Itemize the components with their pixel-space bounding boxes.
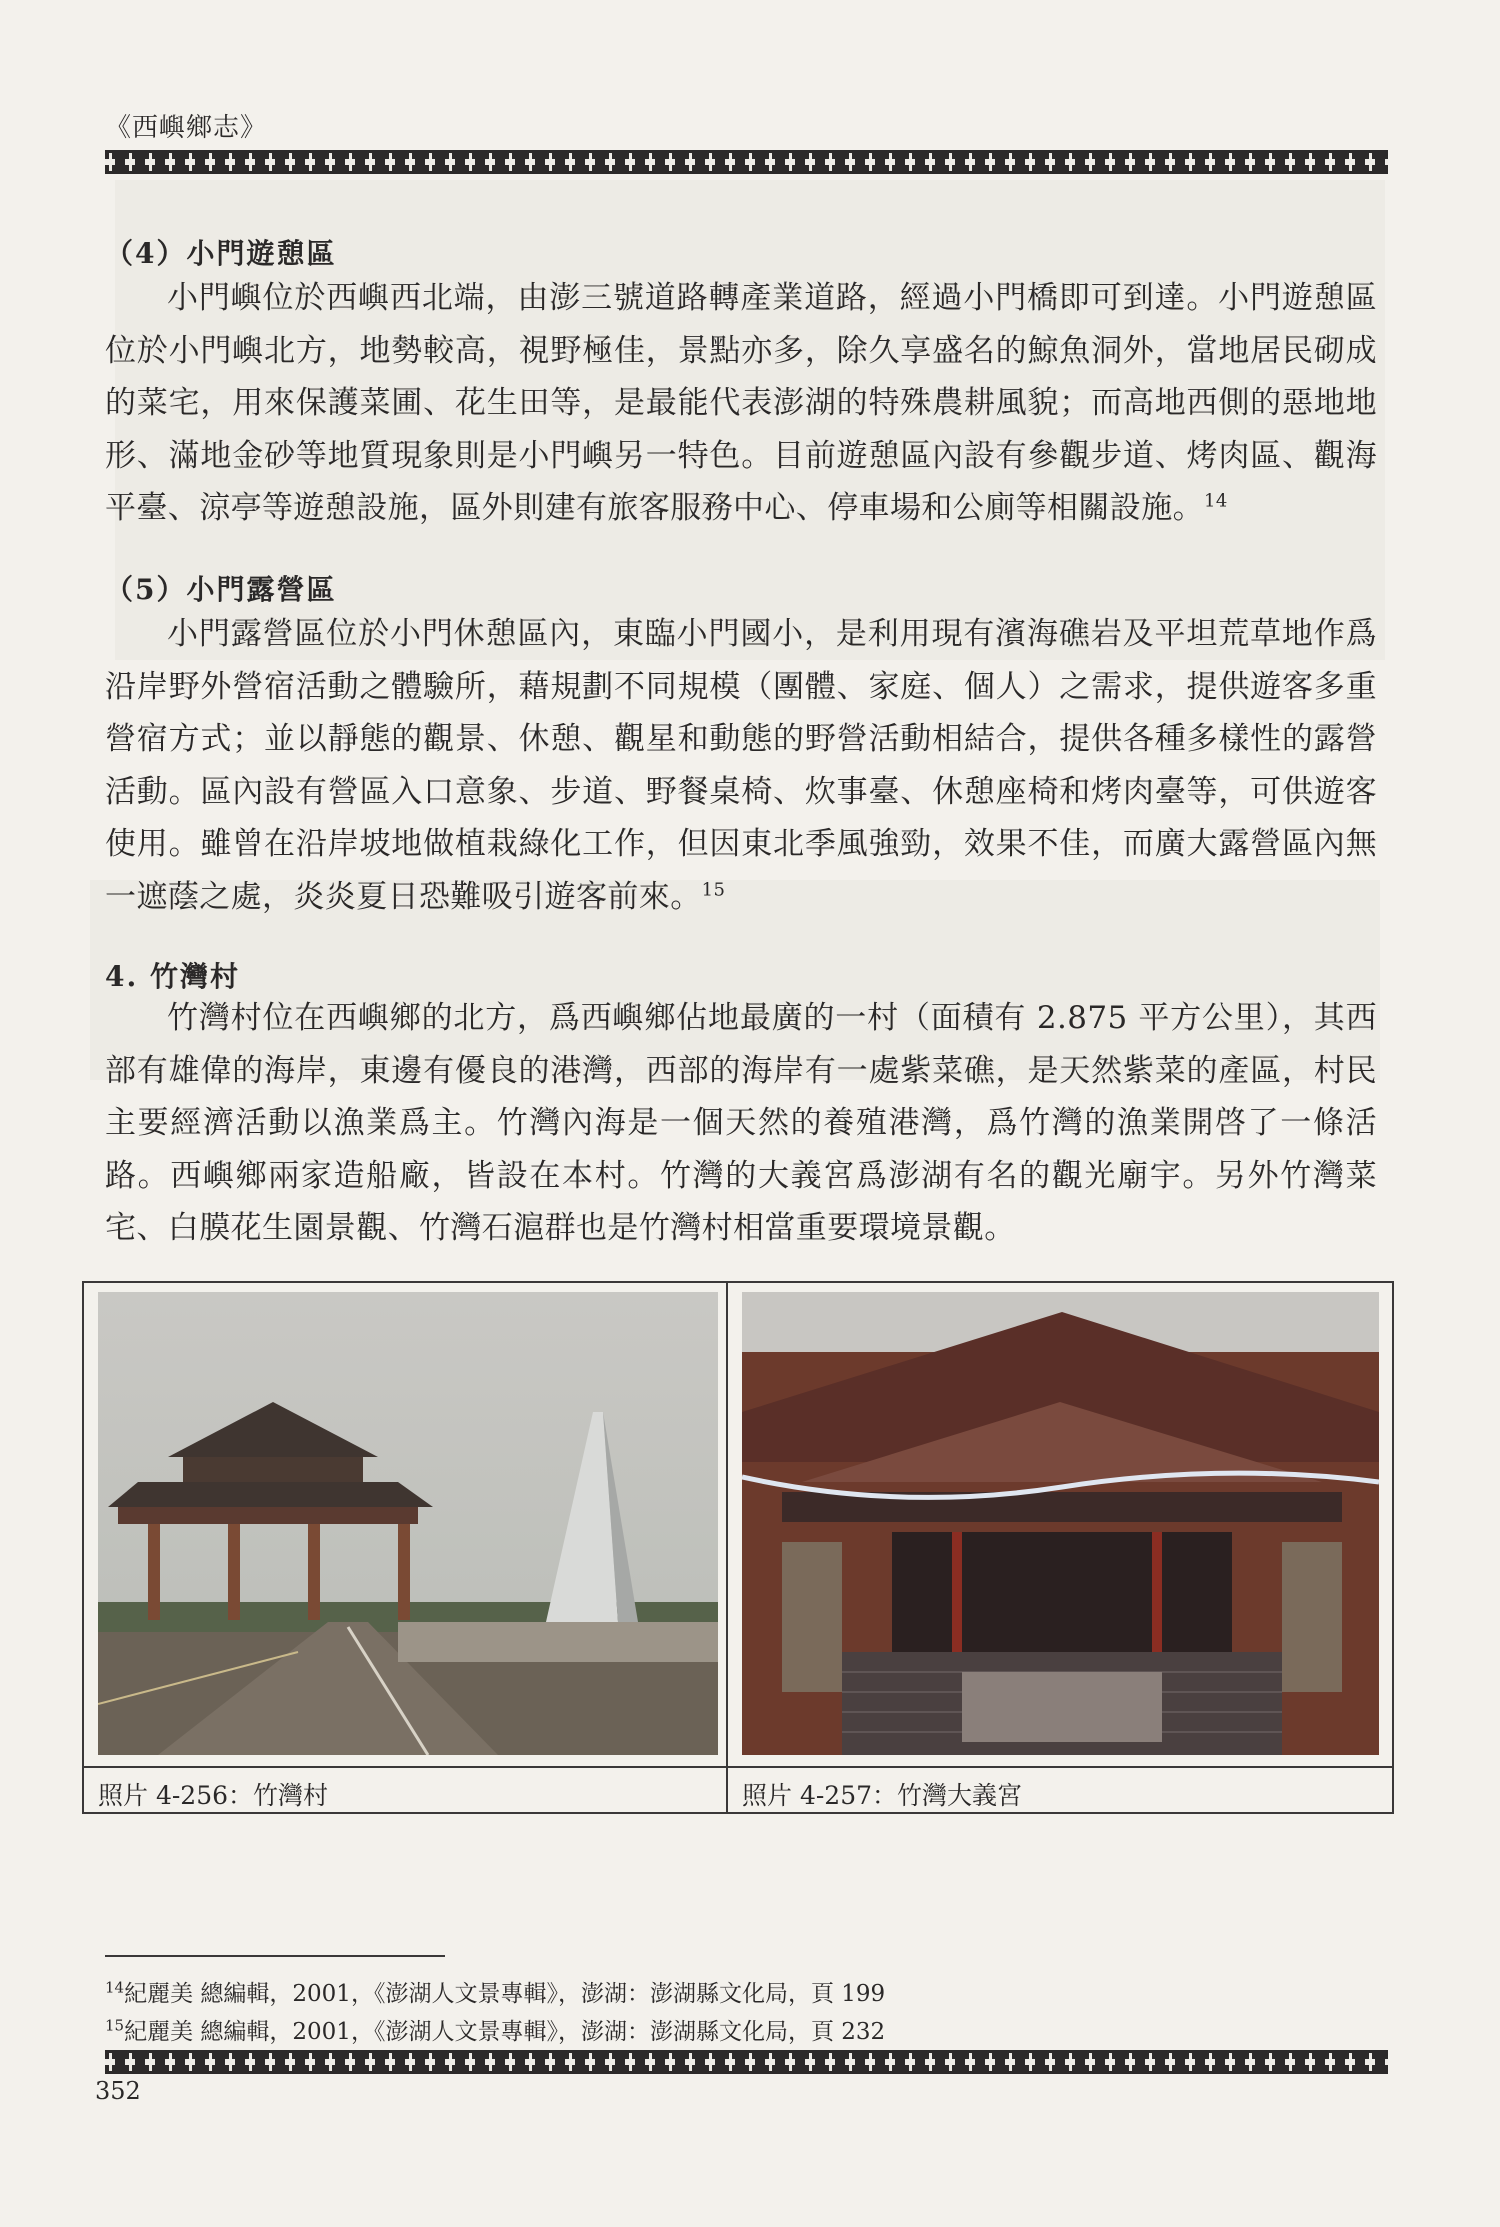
section-paragraph: 竹灣村位在西嶼鄉的北方，爲西嶼鄉佔地最廣的一村（面積有 2.875 平方公里），其西部有雄偉的海岸，東邊有優良的港灣，西部的海岸有一處紫菜礁，是天然紫菜的產區，村民主要經濟活動以漁業爲主。竹灣內海是一個天然的養殖港灣，爲竹灣的漁業開啓了一條活路。西嶼鄉兩家造船廠，皆設在本村。竹灣的大義宮爲澎湖有名的觀光廟宇。另外竹灣菜宅、白膜花生園景觀、竹灣石滬群也是竹灣村相當重要環境景觀。 [105, 1000, 1377, 1246]
section-heading: （5）小門露營區 [105, 573, 337, 606]
section-paragraph: 小門嶼位於西嶼西北端，由澎三號道路轉產業道路，經過小門橋即可到達。小門遊憩區位於小門嶼北方，地勢較高，視野極佳，景點亦多，除久享盛名的鯨魚洞外，當地居民砌成的菜宅，用來保護菜圃、花生田等，是最能代表澎湖的特殊農耕風貌；而高地西側的惡地地形、滿地金砂等地質現象則是小門嶼另一特色。目前遊憩區內設有參觀步道、烤肉區、觀海平臺、涼亭等遊憩設施，區外則建有旅客服務中心、停車場和公廁等相關設施。$^{14}$ [105, 280, 1377, 526]
section-paragraph: 小門露營區位於小門休憩區內，東臨小門國小，是利用現有濱海礁岩及平坦荒草地作爲沿岸野外營宿活動之體驗所，藉規劃不同規模（團體、家庭、個人）之需求，提供遊客多重營宿方式；並以靜態的觀景、休憩、觀星和動態的野營活動相結合，提供各種多樣性的露營活動。區內設有營區入口意象、步道、野餐桌椅、炊事臺、休憩座椅和烤肉臺等，可供遊客使用。雖曾在沿岸坡地做植栽綠化工作，但因東北季風強勁，效果不佳，而廣大露營區內無一遮蔭之處，炎炎夏日恐難吸引遊客前來。$^{15}$ [105, 616, 1377, 915]
photo-caption: 照片 4-256：竹灣村 [98, 1781, 329, 1810]
photo-zhuwan-village [98, 1292, 718, 1755]
bottom-decorative-band [105, 2050, 1388, 2074]
footnote: $^{15}$紀麗美 總編輯，2001，《澎湖人文景專輯》，澎湖：澎湖縣文化局，頁 232 [105, 2016, 886, 2045]
section-heading: 4. 竹灣村 [105, 960, 240, 993]
page-number: 352 [95, 2077, 141, 2105]
photo-caption: 照片 4-257：竹灣大義宮 [742, 1781, 1023, 1810]
top-decorative-band [105, 150, 1388, 174]
footnote-rule [105, 1955, 445, 1957]
caption-rule [82, 1766, 1394, 1768]
footnote-ref: 14 [1204, 490, 1228, 512]
photo-dayi-temple [742, 1292, 1379, 1755]
photo-divider [726, 1281, 728, 1814]
footnote-ref: 15 [701, 879, 726, 901]
section-heading: （4）小門遊憩區 [105, 237, 337, 270]
running-header-title: 《西嶼鄉志》 [105, 113, 268, 143]
footnote: $^{14}$紀麗美 總編輯，2001，《澎湖人文景專輯》，澎湖：澎湖縣文化局，頁 199 [105, 1978, 886, 2007]
